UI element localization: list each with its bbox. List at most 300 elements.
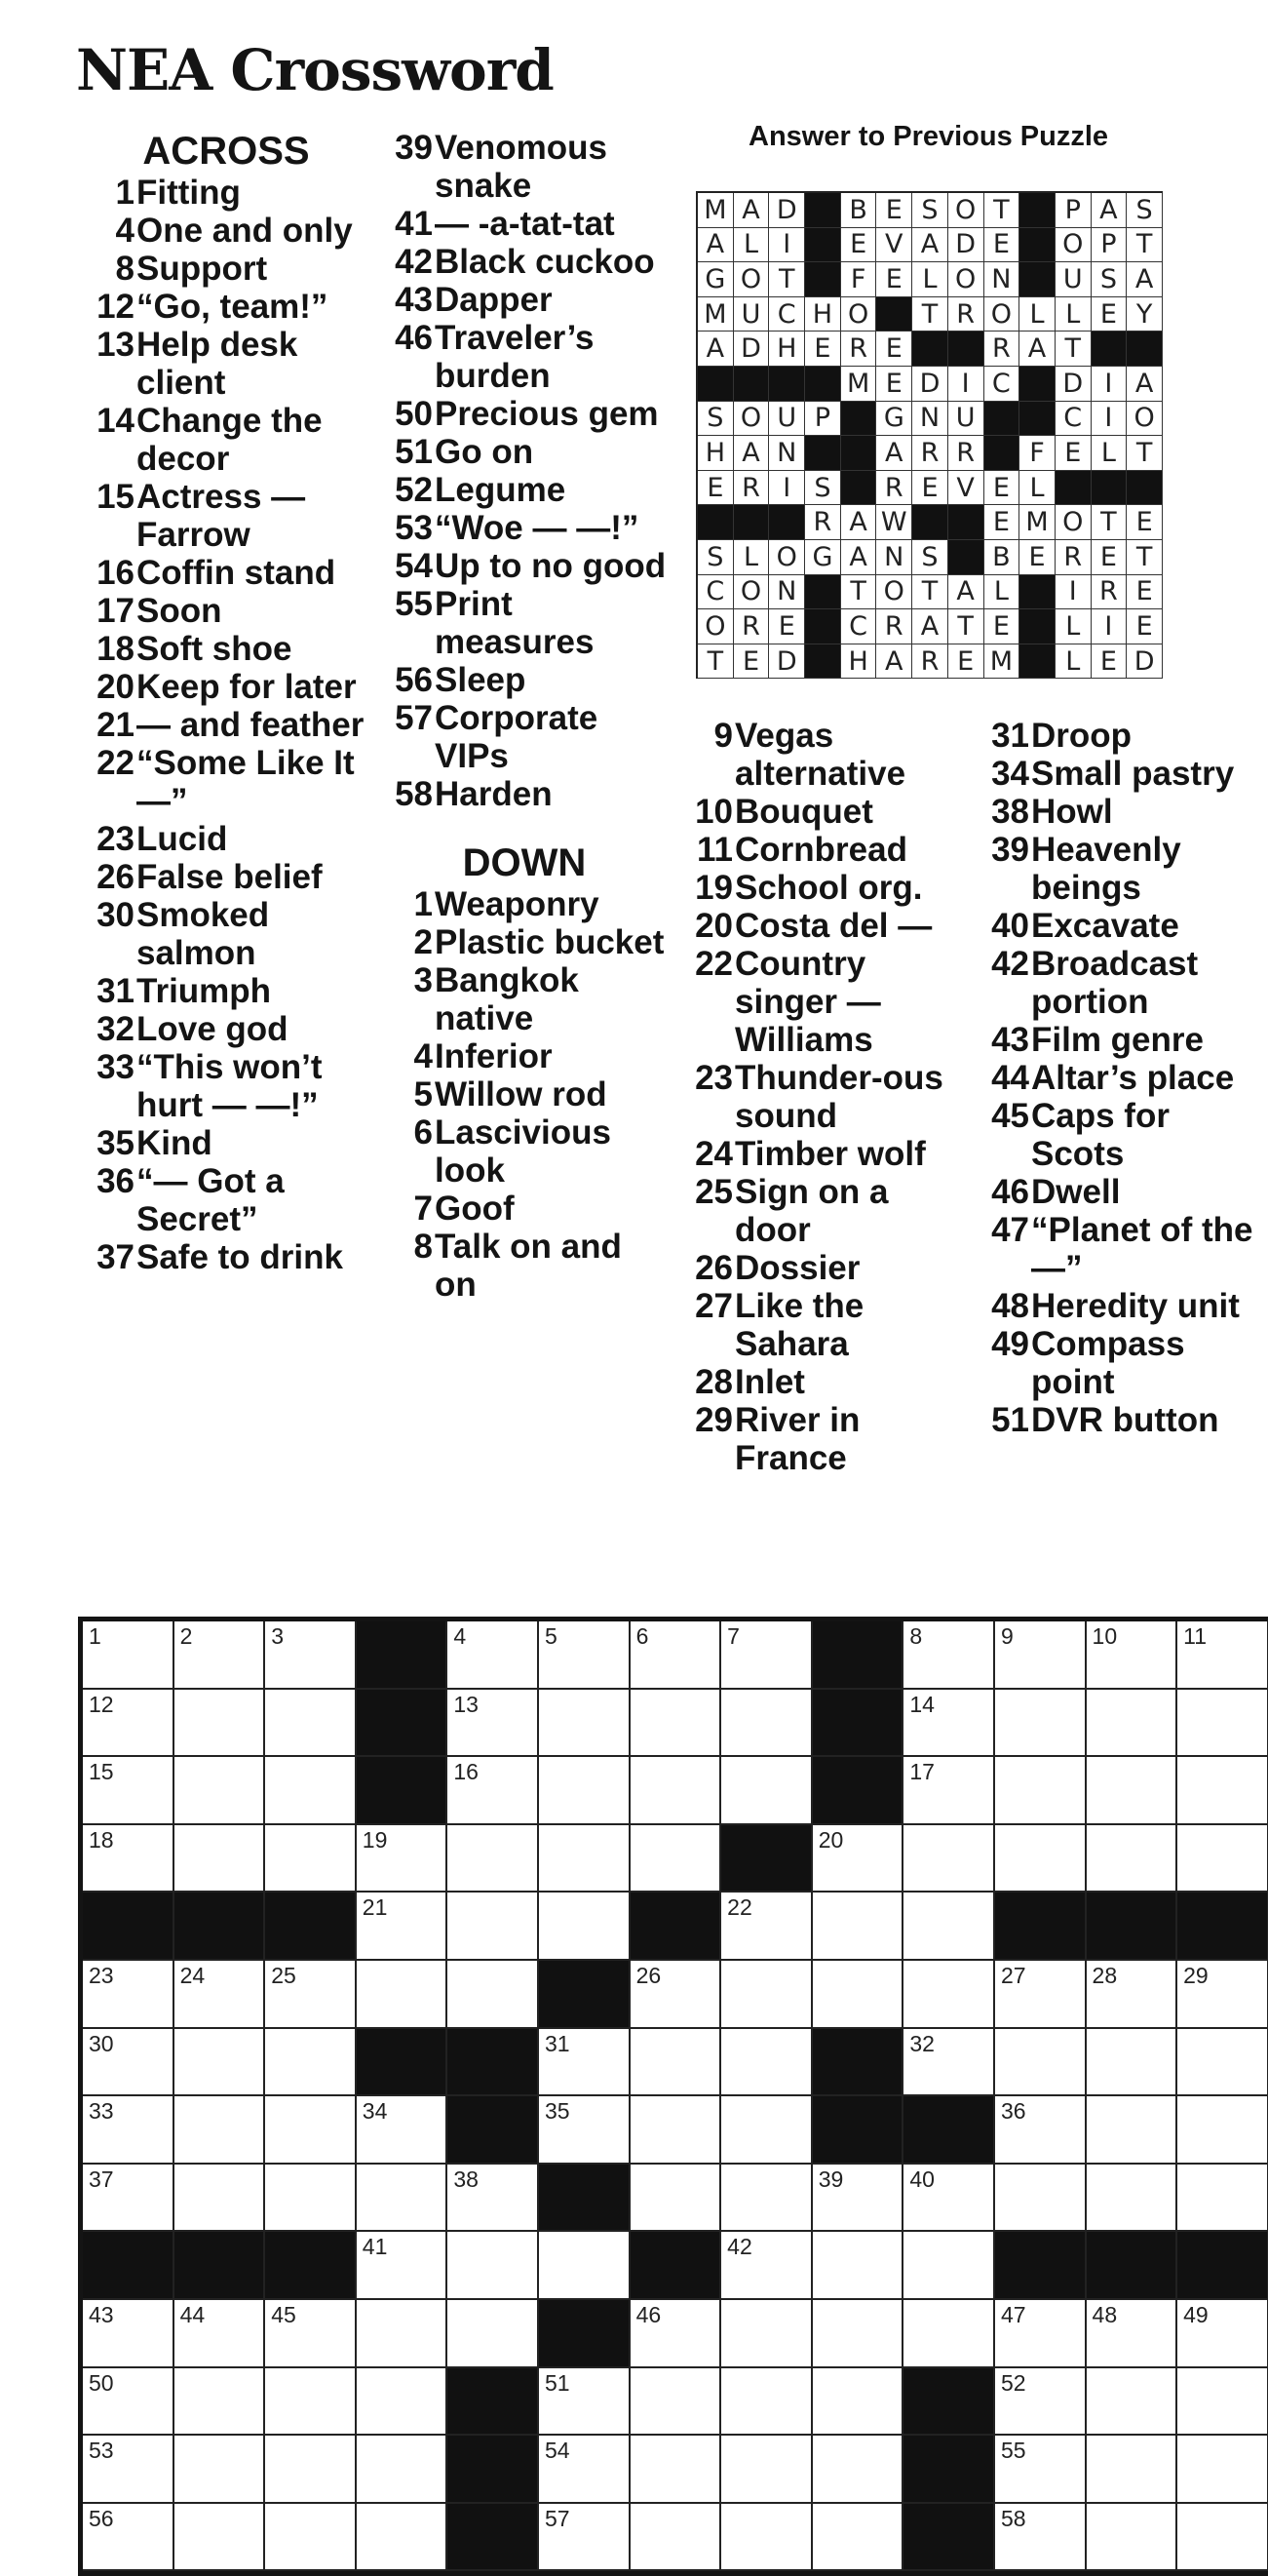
answer-letter: T — [948, 609, 984, 644]
grid-square[interactable] — [903, 1961, 995, 2029]
grid-square[interactable] — [447, 2165, 539, 2233]
square-number: 37 — [89, 2166, 114, 2192]
square-number: 36 — [1000, 2098, 1026, 2125]
clue-number: 31 — [991, 717, 1029, 755]
answer-letter: O — [734, 402, 770, 437]
answer-letter: M — [698, 297, 734, 332]
answer-letter: T — [769, 262, 805, 297]
grid-square[interactable] — [631, 2368, 722, 2437]
answer-letter: D — [1056, 367, 1092, 402]
grid-square[interactable] — [721, 2504, 813, 2572]
clue — [378, 281, 671, 319]
grid-square[interactable] — [631, 2300, 722, 2368]
grid-square[interactable] — [447, 1825, 539, 1893]
square-number: 30 — [89, 2030, 114, 2056]
answer-letter: H — [805, 297, 841, 332]
square-number: 5 — [544, 1623, 557, 1649]
grid-square[interactable] — [1177, 1621, 1268, 1690]
grid-square[interactable] — [721, 2029, 813, 2097]
grid-square[interactable] — [83, 1825, 174, 1893]
clue — [80, 630, 372, 668]
grid-block — [357, 1621, 448, 1690]
answer-letter: L — [1019, 297, 1056, 332]
grid-square[interactable] — [447, 1893, 539, 1961]
grid-square[interactable] — [903, 2232, 995, 2300]
grid-square[interactable] — [83, 2504, 174, 2572]
grid-square[interactable] — [1177, 2029, 1268, 2097]
grid-block — [539, 2300, 631, 2368]
answer-letter: S — [912, 193, 948, 228]
answer-letter: M — [984, 644, 1020, 680]
grid-square[interactable] — [813, 1961, 904, 2029]
grid-square[interactable] — [1177, 1825, 1268, 1893]
grid-square[interactable] — [265, 2300, 357, 2368]
answer-letter: R — [912, 644, 948, 680]
clue-text: Dapper — [435, 281, 553, 319]
grid-square[interactable] — [447, 1757, 539, 1825]
grid-square[interactable] — [721, 1690, 813, 1758]
answer-letter: V — [876, 228, 912, 263]
grid-square[interactable] — [721, 2436, 813, 2504]
grid-square[interactable] — [447, 1961, 539, 2029]
answer-block — [805, 644, 841, 680]
grid-square[interactable] — [903, 1757, 995, 1825]
grid-square[interactable] — [447, 2232, 539, 2300]
grid-square[interactable] — [265, 1621, 357, 1690]
clue-text: Willow rod — [435, 1075, 607, 1113]
answer-letter: L — [1056, 609, 1092, 644]
grid-square[interactable] — [813, 1893, 904, 1961]
grid-square[interactable] — [357, 1961, 448, 2029]
clue-number: 52 — [395, 471, 433, 509]
grid-row — [83, 1690, 1268, 1758]
grid-square[interactable] — [721, 2300, 813, 2368]
answer-letter: O — [948, 193, 984, 228]
grid-square[interactable] — [539, 1757, 631, 1825]
clue — [975, 1401, 1267, 1439]
clue — [678, 717, 953, 793]
clue — [378, 509, 671, 547]
grid-square[interactable] — [1177, 2300, 1268, 2368]
answer-letter: O — [1056, 228, 1092, 263]
answer-letter: S — [698, 402, 734, 437]
square-number: 41 — [362, 2234, 388, 2260]
clue-number: 32 — [96, 1010, 134, 1048]
square-number: 1 — [89, 1623, 101, 1649]
clue-text: Thunder-ous sound — [735, 1059, 943, 1135]
grid-square[interactable] — [813, 2300, 904, 2368]
answer-block — [948, 332, 984, 367]
grid-square[interactable] — [813, 2368, 904, 2437]
clue-list — [378, 129, 671, 813]
answer-block — [805, 193, 841, 228]
clue-text: Broadcast portion — [1031, 945, 1199, 1021]
answer-letter: F — [841, 262, 877, 297]
grid-square[interactable] — [903, 1825, 995, 1893]
grid-square[interactable] — [174, 1621, 266, 1690]
clue — [378, 661, 671, 699]
grid-square[interactable] — [174, 1825, 266, 1893]
answer-block — [805, 609, 841, 644]
grid-square[interactable] — [721, 1621, 813, 1690]
grid-square[interactable] — [1177, 1961, 1268, 2029]
grid-square[interactable] — [83, 2029, 174, 2097]
grid-square[interactable] — [1177, 2436, 1268, 2504]
grid-square[interactable] — [1177, 2504, 1268, 2572]
answer-block — [1019, 644, 1056, 680]
grid-square[interactable] — [357, 2504, 448, 2572]
grid-square[interactable] — [357, 2436, 448, 2504]
grid-square[interactable] — [83, 1690, 174, 1758]
answer-letter: E — [984, 228, 1020, 263]
grid-square[interactable] — [539, 2436, 631, 2504]
clue-number: 9 — [713, 717, 733, 755]
grid-square[interactable] — [174, 2300, 266, 2368]
answer-letter: C — [984, 367, 1020, 402]
grid-square[interactable] — [813, 2504, 904, 2572]
clue-number: 36 — [96, 1162, 134, 1200]
square-number: 3 — [271, 1623, 284, 1649]
grid-square[interactable] — [903, 1621, 995, 1690]
answer-row — [698, 644, 1163, 680]
grid-square[interactable] — [631, 1621, 722, 1690]
grid-square[interactable] — [995, 1690, 1087, 1758]
grid-row — [83, 2029, 1268, 2097]
answer-letter: S — [805, 471, 841, 506]
answer-letter: D — [1127, 644, 1163, 680]
grid-square[interactable] — [357, 2096, 448, 2165]
square-number: 44 — [179, 2301, 206, 2327]
grid-block — [447, 2504, 539, 2572]
grid-square[interactable] — [539, 2232, 631, 2300]
answer-letter: O — [769, 540, 805, 575]
clue-text: Actress — Farrow — [136, 478, 306, 554]
square-number: 4 — [453, 1623, 467, 1649]
square-number: 48 — [1092, 2301, 1118, 2327]
answer-letter: E — [1056, 436, 1092, 471]
grid-square[interactable] — [995, 2436, 1087, 2504]
grid-square[interactable] — [265, 2029, 357, 2097]
clues-column-2 — [378, 129, 671, 1304]
square-number: 55 — [1000, 2438, 1026, 2464]
clue-text: “This won’t hurt — —!” — [136, 1048, 323, 1124]
grid-square[interactable] — [357, 1893, 448, 1961]
grid-square[interactable] — [174, 2436, 266, 2504]
grid-square[interactable] — [447, 2300, 539, 2368]
grid-square[interactable] — [631, 1825, 722, 1893]
clue — [80, 250, 372, 288]
clue — [975, 1059, 1267, 1097]
grid-square[interactable] — [631, 2165, 722, 2233]
clue-text: Country singer — Williams — [735, 945, 881, 1059]
answer-block — [698, 367, 734, 402]
clue-number: 13 — [96, 326, 134, 364]
clue-number: 42 — [991, 945, 1029, 983]
answer-block — [805, 436, 841, 471]
clue-text: Costa del — — [735, 907, 933, 945]
clue-number: 2 — [413, 923, 433, 961]
answer-block — [1019, 609, 1056, 644]
clue-text: Small pastry — [1031, 755, 1235, 793]
clue — [975, 793, 1267, 831]
grid-square[interactable] — [1177, 2165, 1268, 2233]
answer-letter: G — [876, 402, 912, 437]
grid-square[interactable] — [1087, 2029, 1178, 2097]
clue-text: Soft shoe — [136, 630, 292, 668]
clue-text: “— Got a Secret” — [136, 1162, 285, 1238]
grid-square[interactable] — [83, 1621, 174, 1690]
answer-letter: M — [1019, 505, 1056, 540]
clue-number: 37 — [96, 1238, 134, 1276]
clue-list — [678, 717, 953, 1477]
grid-block — [1087, 2232, 1178, 2300]
grid-square[interactable] — [265, 1825, 357, 1893]
clue-number: 6 — [413, 1113, 433, 1151]
clue — [678, 907, 953, 945]
grid-square[interactable] — [1087, 2368, 1178, 2437]
square-number: 53 — [89, 2438, 114, 2464]
answer-letter: I — [769, 228, 805, 263]
grid-square[interactable] — [174, 1961, 266, 2029]
grid-block — [813, 1690, 904, 1758]
clue-number: 15 — [96, 478, 134, 516]
grid-square[interactable] — [174, 2165, 266, 2233]
grid-square[interactable] — [174, 2029, 266, 2097]
square-number: 9 — [1000, 1623, 1014, 1649]
grid-square[interactable] — [174, 2504, 266, 2572]
down-clues-column-3 — [678, 717, 953, 1477]
clue-number: 23 — [695, 1059, 733, 1097]
clue-text: Coffin stand — [136, 554, 336, 592]
clue-number: 44 — [991, 1059, 1029, 1097]
grid-square[interactable] — [1087, 2436, 1178, 2504]
grid-square[interactable] — [539, 1621, 631, 1690]
grid-square[interactable] — [995, 2368, 1087, 2437]
grid-square[interactable] — [995, 1825, 1087, 1893]
grid-square[interactable] — [265, 2436, 357, 2504]
grid-square[interactable] — [83, 2436, 174, 2504]
grid-square[interactable] — [357, 1825, 448, 1893]
clue — [678, 1173, 953, 1249]
grid-square[interactable] — [995, 2165, 1087, 2233]
grid-square[interactable] — [1177, 1757, 1268, 1825]
grid-square[interactable] — [83, 2165, 174, 2233]
grid-square[interactable] — [631, 2096, 722, 2165]
grid-square[interactable] — [83, 2096, 174, 2165]
grid-square[interactable] — [631, 2436, 722, 2504]
grid-square[interactable] — [903, 2029, 995, 2097]
clue-text: Up to no good — [435, 547, 667, 585]
grid-square[interactable] — [631, 1961, 722, 2029]
grid-square[interactable] — [1087, 2096, 1178, 2165]
grid-square[interactable] — [721, 2096, 813, 2165]
grid-square[interactable] — [539, 1690, 631, 1758]
clue-text: Goof — [435, 1190, 515, 1228]
clue-number: 21 — [96, 706, 134, 744]
grid-square[interactable] — [1177, 1690, 1268, 1758]
square-number: 35 — [544, 2098, 570, 2125]
answer-letter: A — [948, 575, 984, 610]
grid-block — [631, 1893, 722, 1961]
answer-letter: E — [1092, 644, 1128, 680]
grid-square[interactable] — [83, 2368, 174, 2437]
grid-square[interactable] — [1087, 1825, 1178, 1893]
clue-text: Corporate VIPs — [435, 699, 598, 775]
grid-square[interactable] — [995, 1961, 1087, 2029]
answer-row — [698, 402, 1163, 437]
answer-block — [1092, 332, 1128, 367]
answer-row — [698, 436, 1163, 471]
answer-letter: T — [912, 575, 948, 610]
clue-text: Inlet — [735, 1363, 805, 1401]
clue — [80, 706, 372, 744]
clue — [678, 1401, 953, 1477]
square-number: 11 — [1183, 1623, 1208, 1649]
answer-letter: C — [1056, 402, 1092, 437]
grid-square[interactable] — [995, 1757, 1087, 1825]
answer-block — [948, 505, 984, 540]
grid-square[interactable] — [1087, 2504, 1178, 2572]
grid-square[interactable] — [1177, 2096, 1268, 2165]
grid-square[interactable] — [903, 1690, 995, 1758]
grid-square[interactable] — [631, 1757, 722, 1825]
grid-square[interactable] — [995, 2504, 1087, 2572]
answer-block — [769, 505, 805, 540]
grid-square[interactable] — [174, 1690, 266, 1758]
grid-block — [83, 1893, 174, 1961]
clue-number: 51 — [991, 1401, 1029, 1439]
grid-square[interactable] — [265, 2165, 357, 2233]
answer-letter: T — [912, 297, 948, 332]
answer-letter: O — [734, 262, 770, 297]
grid-row — [83, 2096, 1268, 2165]
grid-square[interactable] — [265, 1961, 357, 2029]
grid-square[interactable] — [1087, 1757, 1178, 1825]
grid-square[interactable] — [265, 1690, 357, 1758]
answer-block — [1019, 402, 1056, 437]
grid-square[interactable] — [357, 2368, 448, 2437]
answer-letter: E — [984, 505, 1020, 540]
answer-block — [734, 367, 770, 402]
grid-square[interactable] — [813, 2165, 904, 2233]
grid-square[interactable] — [813, 2436, 904, 2504]
grid-square[interactable] — [265, 2368, 357, 2437]
grid-square[interactable] — [721, 2232, 813, 2300]
grid-square[interactable] — [83, 1757, 174, 1825]
grid-square[interactable] — [539, 1825, 631, 1893]
grid-square[interactable] — [995, 1621, 1087, 1690]
clue-text: Change the decor — [136, 402, 323, 478]
clue-text: Sleep — [435, 661, 526, 699]
grid-square[interactable] — [721, 1893, 813, 1961]
grid-square[interactable] — [265, 1757, 357, 1825]
answer-letter: L — [912, 262, 948, 297]
clue — [678, 945, 953, 1059]
grid-square[interactable] — [1087, 1961, 1178, 2029]
grid-square[interactable] — [539, 2504, 631, 2572]
clue-number: 7 — [413, 1190, 433, 1228]
answer-block — [912, 332, 948, 367]
grid-block — [903, 2096, 995, 2165]
grid-square[interactable] — [995, 2029, 1087, 2097]
answer-letter: E — [769, 609, 805, 644]
grid-square[interactable] — [447, 1621, 539, 1690]
clue — [678, 869, 953, 907]
grid-square[interactable] — [174, 2096, 266, 2165]
grid-block — [1177, 1893, 1268, 1961]
answer-letter: P — [1092, 228, 1128, 263]
clue — [80, 554, 372, 592]
answer-letter: T — [841, 575, 877, 610]
grid-square[interactable] — [83, 2300, 174, 2368]
grid-square[interactable] — [174, 1757, 266, 1825]
grid-square[interactable] — [1177, 2368, 1268, 2437]
grid-square[interactable] — [539, 2029, 631, 2097]
grid-square[interactable] — [631, 2504, 722, 2572]
grid-square[interactable] — [539, 1893, 631, 1961]
grid-block — [995, 2232, 1087, 2300]
clue-number: 20 — [96, 668, 134, 706]
clue-text: — and feather — [136, 706, 365, 744]
answer-row — [698, 540, 1163, 575]
grid-square[interactable] — [995, 2096, 1087, 2165]
grid-square[interactable] — [539, 2368, 631, 2437]
grid-square[interactable] — [721, 1961, 813, 2029]
grid-square[interactable] — [813, 1825, 904, 1893]
grid-square[interactable] — [357, 2232, 448, 2300]
clue-text: “Go, team!” — [136, 288, 328, 326]
clue-text: Kind — [136, 1124, 212, 1162]
square-number: 47 — [1000, 2301, 1026, 2327]
grid-square[interactable] — [995, 2300, 1087, 2368]
grid-square[interactable] — [903, 2165, 995, 2233]
grid-square[interactable] — [265, 2504, 357, 2572]
grid-square[interactable] — [721, 2165, 813, 2233]
grid-square[interactable] — [903, 2300, 995, 2368]
grid-square[interactable] — [539, 2096, 631, 2165]
grid-square[interactable] — [447, 1690, 539, 1758]
grid-square[interactable] — [83, 1961, 174, 2029]
grid-square[interactable] — [903, 1893, 995, 1961]
grid-square[interactable] — [813, 2232, 904, 2300]
clue-text: Bouquet — [735, 793, 873, 831]
grid-square[interactable] — [1087, 1621, 1178, 1690]
answer-letter: R — [912, 436, 948, 471]
grid-square[interactable] — [1087, 2165, 1178, 2233]
clue-number: 8 — [413, 1228, 433, 1266]
grid-square[interactable] — [357, 2165, 448, 2233]
grid-block — [813, 1621, 904, 1690]
grid-square[interactable] — [1087, 2300, 1178, 2368]
clue-number: 30 — [96, 896, 134, 934]
answer-letter: D — [734, 332, 770, 367]
answer-letter: V — [948, 471, 984, 506]
grid-square[interactable] — [174, 2368, 266, 2437]
grid-square[interactable] — [1087, 1690, 1178, 1758]
grid-square[interactable] — [721, 2368, 813, 2437]
grid-square[interactable] — [357, 2300, 448, 2368]
grid-block — [265, 1893, 357, 1961]
answer-letter: E — [912, 471, 948, 506]
crossword-grid[interactable] — [78, 1617, 1268, 2576]
grid-square[interactable] — [265, 2096, 357, 2165]
clue-text: Dwell — [1031, 1173, 1121, 1211]
grid-square[interactable] — [631, 1690, 722, 1758]
answer-letter: T — [1056, 332, 1092, 367]
answer-letter: O — [948, 262, 984, 297]
grid-square[interactable] — [631, 2029, 722, 2097]
grid-square[interactable] — [721, 1757, 813, 1825]
